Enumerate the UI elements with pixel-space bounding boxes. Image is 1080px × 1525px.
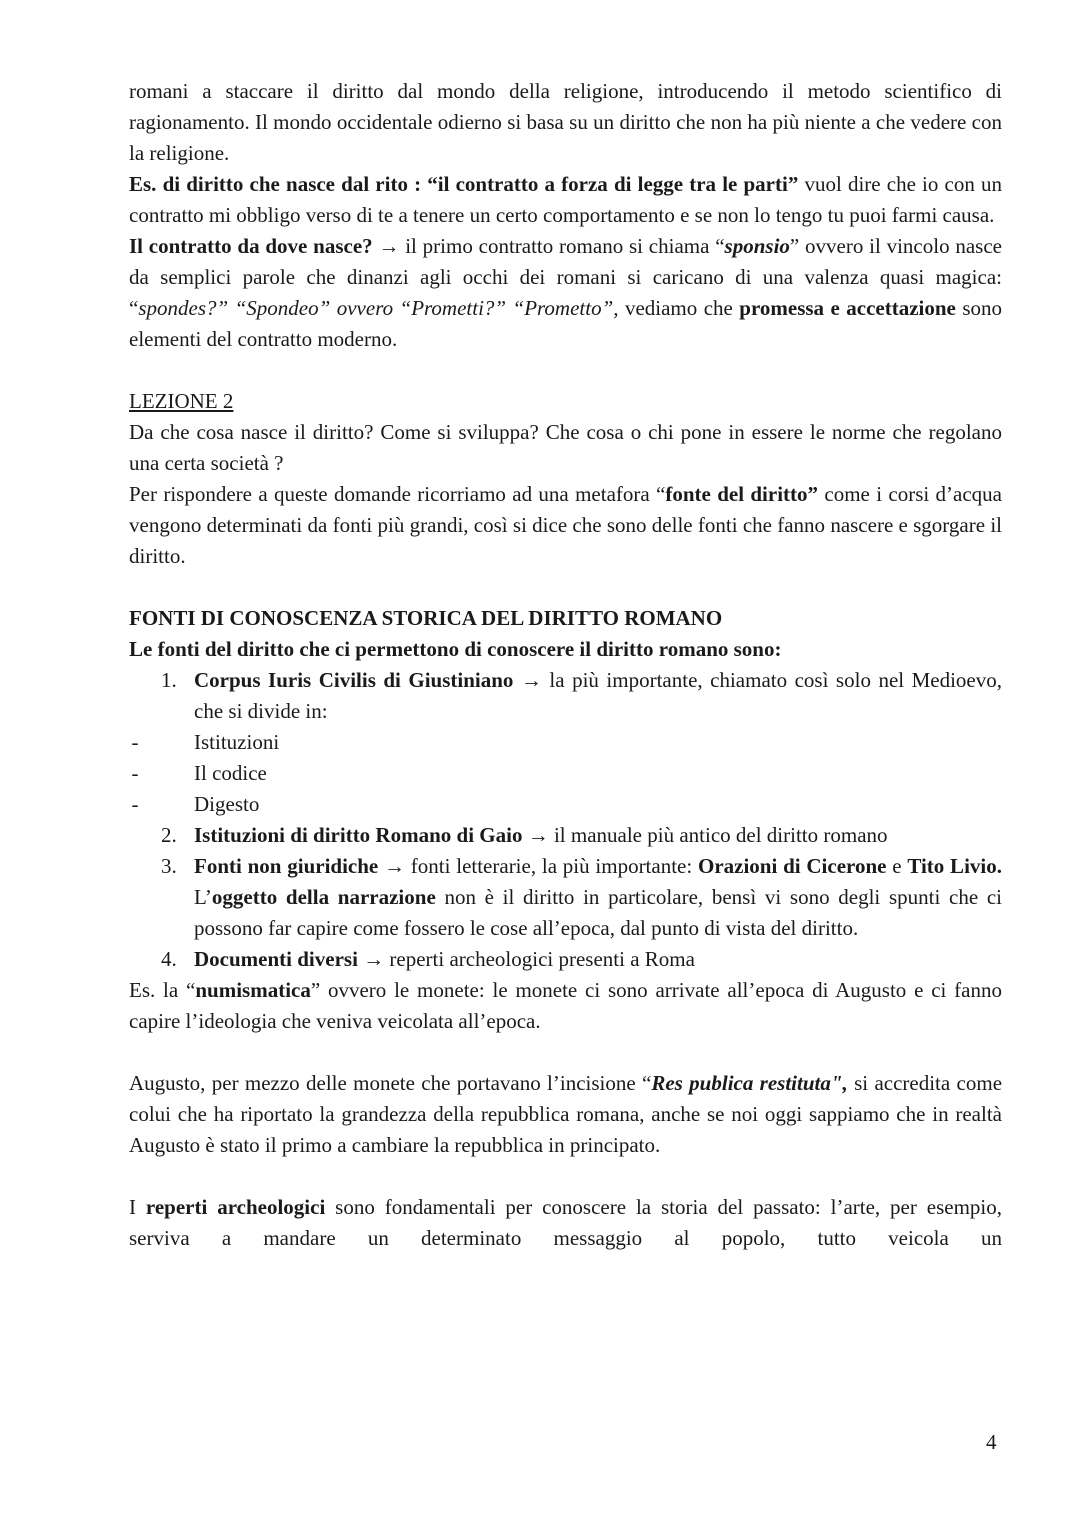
intro-text: romani a staccare il diritto dal mondo della religione, introducendo il metodo scientifico di ragionamento. Il mondo occidentale odierno si basa su un diritto che non ha più niente a che vedere con la religione.	[129, 79, 1002, 165]
res-publica-restituta: Res publica restituta",	[651, 1071, 848, 1095]
numismatica-text-2: ” ovvero le monete: le monete ci sono arrivate all’epoca di Augusto e ci fanno capire l’ideologia che veniva veicolata all’epoca.	[129, 978, 1002, 1033]
reperti-text-2: sono fondamentali per conoscere la storia del passato: l’arte, per esempio, serviva a mandare un determinato messaggio al popolo, tutto veicola un	[129, 1195, 1002, 1250]
oggetto-narrazione: oggetto della narrazione	[211, 885, 436, 909]
list-item-text: e	[886, 854, 908, 878]
augusto-paragraph	[129, 1068, 1002, 1161]
list-item-title: Fonti non giuridiche	[194, 854, 379, 878]
contratto-question: Il contratto da dove nasce?	[129, 234, 373, 258]
list-number: 4.	[161, 947, 177, 971]
section-heading: FONTI DI CONOSCENZA STORICA DEL DIRITTO ROMANO	[129, 606, 723, 630]
promessa-accettazione: promessa e accettazione	[739, 296, 956, 320]
lezione-title: LEZIONE 2	[129, 389, 234, 413]
reperti-term: reperti archeologici	[145, 1195, 326, 1219]
list-item-title: Istituzioni di diritto Romano di Gaio	[194, 823, 523, 847]
list-number: 2.	[161, 823, 177, 847]
lezione-questions	[129, 417, 1002, 479]
es-rito-bold: Es. di diritto che nasce dal rito : “il contratto a forza di legge tra le parti”	[129, 172, 799, 196]
sub-item-istituzioni	[129, 727, 1002, 758]
numismatica-text-1: Es. la “	[129, 978, 196, 1002]
tito-livio: Tito Livio.	[907, 854, 1002, 878]
dash-bullet: -	[131, 730, 139, 754]
list-item-4	[129, 944, 1002, 975]
spacer	[129, 1161, 1002, 1192]
intro-paragraph	[129, 76, 1002, 169]
list-item-text: → fonti letterarie, la più importante:	[378, 854, 698, 878]
list-item-text: → la più importante, chiamato così solo nel Medioevo, che si divide in:	[194, 668, 1002, 723]
numismatica-paragraph	[129, 975, 1002, 1037]
list-item-text: non è il diritto in particolare, bensì vi sono degli spunti che ci possono far capire come fossero le cose all’epoca, dal punto di vista del diritto.	[194, 885, 1003, 940]
orazioni-cicerone: Orazioni di Cicerone	[697, 854, 887, 878]
es-rito-text: vuol dire che io con un contratto mi obbligo verso di te a tenere un certo comportamento e se non lo tengo tu puoi farmi causa.	[129, 172, 1002, 227]
document-page	[129, 76, 1002, 1254]
list-item-text: → il manuale più antico del diritto romano	[522, 823, 888, 847]
es-rito-paragraph	[129, 169, 1002, 231]
list-item-2	[129, 820, 1002, 851]
metafora-paragraph	[129, 479, 1002, 572]
numismatica-term: numismatica	[195, 978, 311, 1002]
augusto-text-1: Augusto, per mezzo delle monete che portavano l’incisione “	[129, 1071, 652, 1095]
list-item-title: Corpus Iuris Civilis di Giustiniano	[194, 668, 514, 692]
sub-item-label: Digesto	[194, 792, 260, 816]
list-item-title: Documenti diversi	[194, 947, 358, 971]
dash-bullet: -	[131, 792, 139, 816]
metafora-text-2: come i corsi d’acqua vengono determinati da fonti più grandi, così si dice che sono delle fonti che fanno nascere e sgorgare il diritto.	[129, 482, 1003, 568]
list-item-text: L’	[194, 885, 212, 909]
lezione-title-line	[129, 386, 1002, 417]
reperti-text-1: I	[129, 1195, 146, 1219]
contratto-paragraph	[129, 231, 1002, 355]
sub-item-label: Il codice	[194, 761, 267, 785]
contratto-text-3: vediamo che	[618, 296, 740, 320]
sponsio-term: sponsio	[724, 234, 790, 258]
section-subheading: Le fonti del diritto che ci permettono di conoscere il diritto romano sono:	[129, 637, 782, 661]
spacer	[129, 355, 1002, 386]
spacer	[129, 1037, 1002, 1068]
list-item-text: → reperti archeologici presenti a Roma	[357, 947, 695, 971]
questions-text: Da che cosa nasce il diritto? Come si sviluppa? Che cosa o chi pone in essere le norme che regolano una certa società ?	[129, 420, 1002, 475]
page-number: 4	[986, 1430, 997, 1454]
contratto-text-1: → il primo contratto romano si chiama “	[372, 234, 725, 258]
sub-item-codice	[129, 758, 1002, 789]
contratto-text-2: ” ovvero il vincolo nasce da semplici parole che dinanzi agli occhi dei romani si caricano di una valenza quasi magica: “	[129, 234, 1002, 320]
spondes-quotes: spondes?” “Spondeo” ovvero “Prometti?” “Prometto”,	[138, 296, 619, 320]
reperti-paragraph	[129, 1192, 1002, 1254]
metafora-text-1: Per rispondere a queste domande ricorriamo ad una metafora “	[129, 482, 666, 506]
list-number: 3.	[161, 854, 177, 878]
augusto-text-2: si accredita come colui che ha riportato la grandezza della repubblica romana, anche se noi oggi sappiamo che in realtà Augusto è stato il primo a cambiare la repubblica in principato.	[129, 1071, 1003, 1157]
dash-bullet: -	[131, 761, 139, 785]
spacer	[129, 572, 1002, 603]
list-item-1	[129, 665, 1002, 727]
sub-item-digesto	[129, 789, 1002, 820]
list-number: 1.	[161, 668, 177, 692]
list-item-3	[129, 851, 1002, 944]
contratto-text-4: sono elementi del contratto moderno.	[129, 296, 1002, 351]
fonte-del-diritto: fonte del diritto”	[665, 482, 819, 506]
sub-item-label: Istituzioni	[194, 730, 280, 754]
